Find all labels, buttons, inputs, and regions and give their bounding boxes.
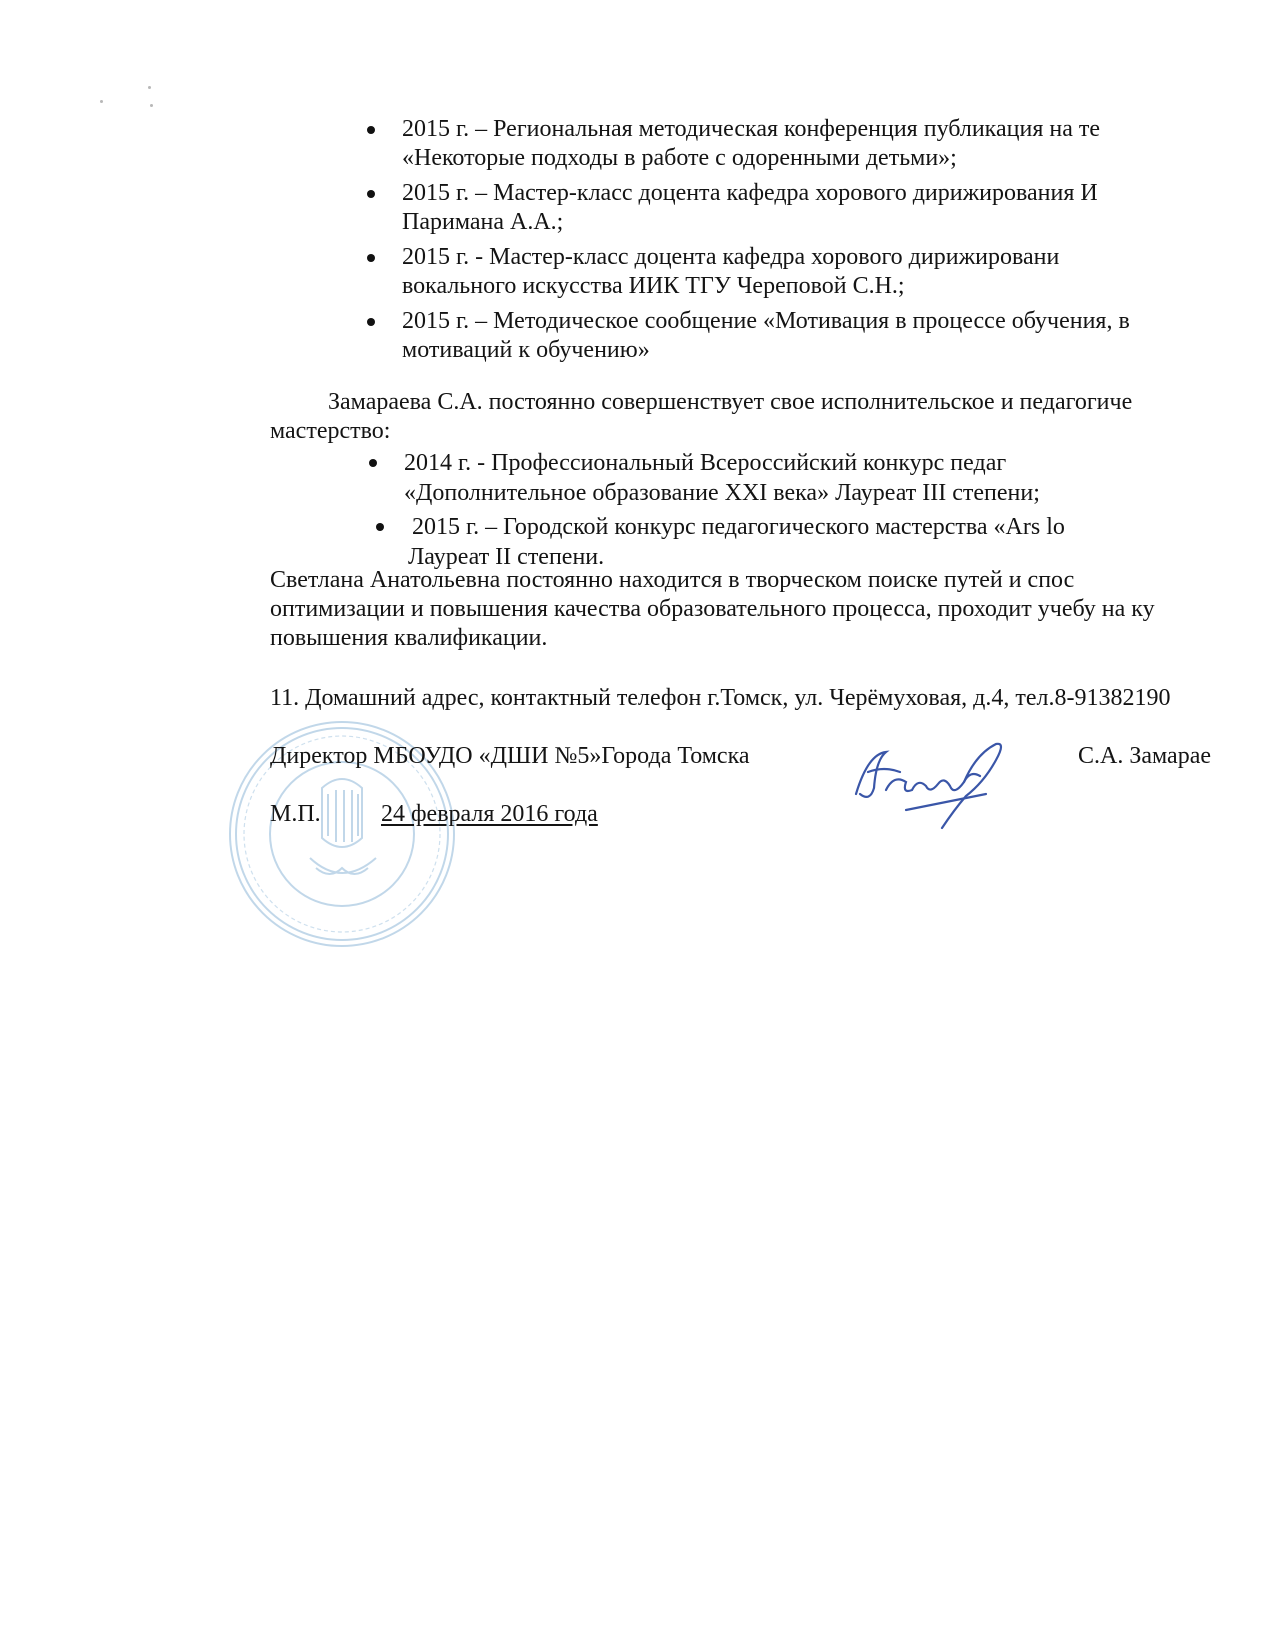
list-item-line1: 2014 г. - Профессиональный Всероссийский конкурс педаг	[404, 450, 1007, 476]
address-line: 11. Домашний адрес, контактный телефон г.Томск, ул. Черёмуховая, д.4, тел.8-91382190	[270, 685, 1171, 711]
list-item-line2: мотиваций к обучению»	[402, 337, 650, 363]
list-item-line1: 2015 г. – Городской конкурс педагогического мастерства «Ars lo	[412, 514, 1065, 540]
list-item-line1: 2015 г. - Мастер-класс доцента кафедра хорового дирижировани	[402, 244, 1060, 270]
bullet-list-methodical	[402, 115, 1130, 371]
signature-icon	[846, 724, 1016, 834]
bullet-icon	[367, 190, 375, 198]
paragraph-line: повышения квалификации.	[270, 625, 548, 651]
list-item	[404, 448, 1065, 509]
list-item	[402, 243, 1130, 304]
paragraph-mastery	[270, 388, 1132, 446]
paragraph-line: оптимизации и повышения качества образовательного процесса, проходит учебу на ку	[270, 596, 1155, 622]
paragraph-line: мастерство:	[270, 418, 391, 444]
bullet-icon	[367, 126, 375, 134]
list-item	[402, 179, 1130, 240]
list-item-line2: Паримана А.А.;	[402, 209, 564, 235]
bullet-icon	[367, 254, 375, 262]
seal-label: М.П.	[270, 801, 321, 827]
bullet-icon	[369, 459, 377, 467]
bullet-icon	[367, 318, 375, 326]
list-item-line1: 2015 г. – Мастер-класс доцента кафедра хорового дирижирования И	[402, 180, 1098, 206]
paragraph-line: Замараева С.А. постоянно совершенствует свое исполнительское и педагогиче	[328, 389, 1133, 415]
list-item-line2: вокального искусства ИИК ТГУ Череповой С.Н.;	[402, 273, 905, 299]
paragraph-line: Светлана Анатольевна постоянно находится в творческом поиске путей и спос	[270, 567, 1075, 593]
list-item	[404, 512, 1065, 573]
list-item-line2: «Некоторые подходы в работе с одоренными детьми»;	[402, 145, 957, 171]
director-name: С.А. Замарае	[1078, 743, 1211, 769]
list-item-line2: «Дополнительное образование XXI века» Лауреат III степени;	[404, 480, 1040, 506]
list-item	[402, 115, 1130, 176]
list-item-line1: 2015 г. – Региональная методическая конференция публикация на те	[402, 116, 1100, 142]
list-item-line1: 2015 г. – Методическое сообщение «Мотивация в процессе обучения, в	[402, 308, 1130, 334]
scan-specks	[96, 86, 166, 116]
bullet-icon	[376, 523, 384, 531]
list-item-line2: Лауреат II степени.	[408, 544, 605, 570]
signature-date: 24 февраля 2016 года	[381, 801, 598, 827]
bullet-list-competitions	[404, 448, 1065, 576]
list-item	[402, 307, 1130, 368]
paragraph-creative-search	[270, 566, 1155, 653]
director-label: Директор МБОУДО «ДШИ №5»Города Томска	[270, 743, 750, 769]
